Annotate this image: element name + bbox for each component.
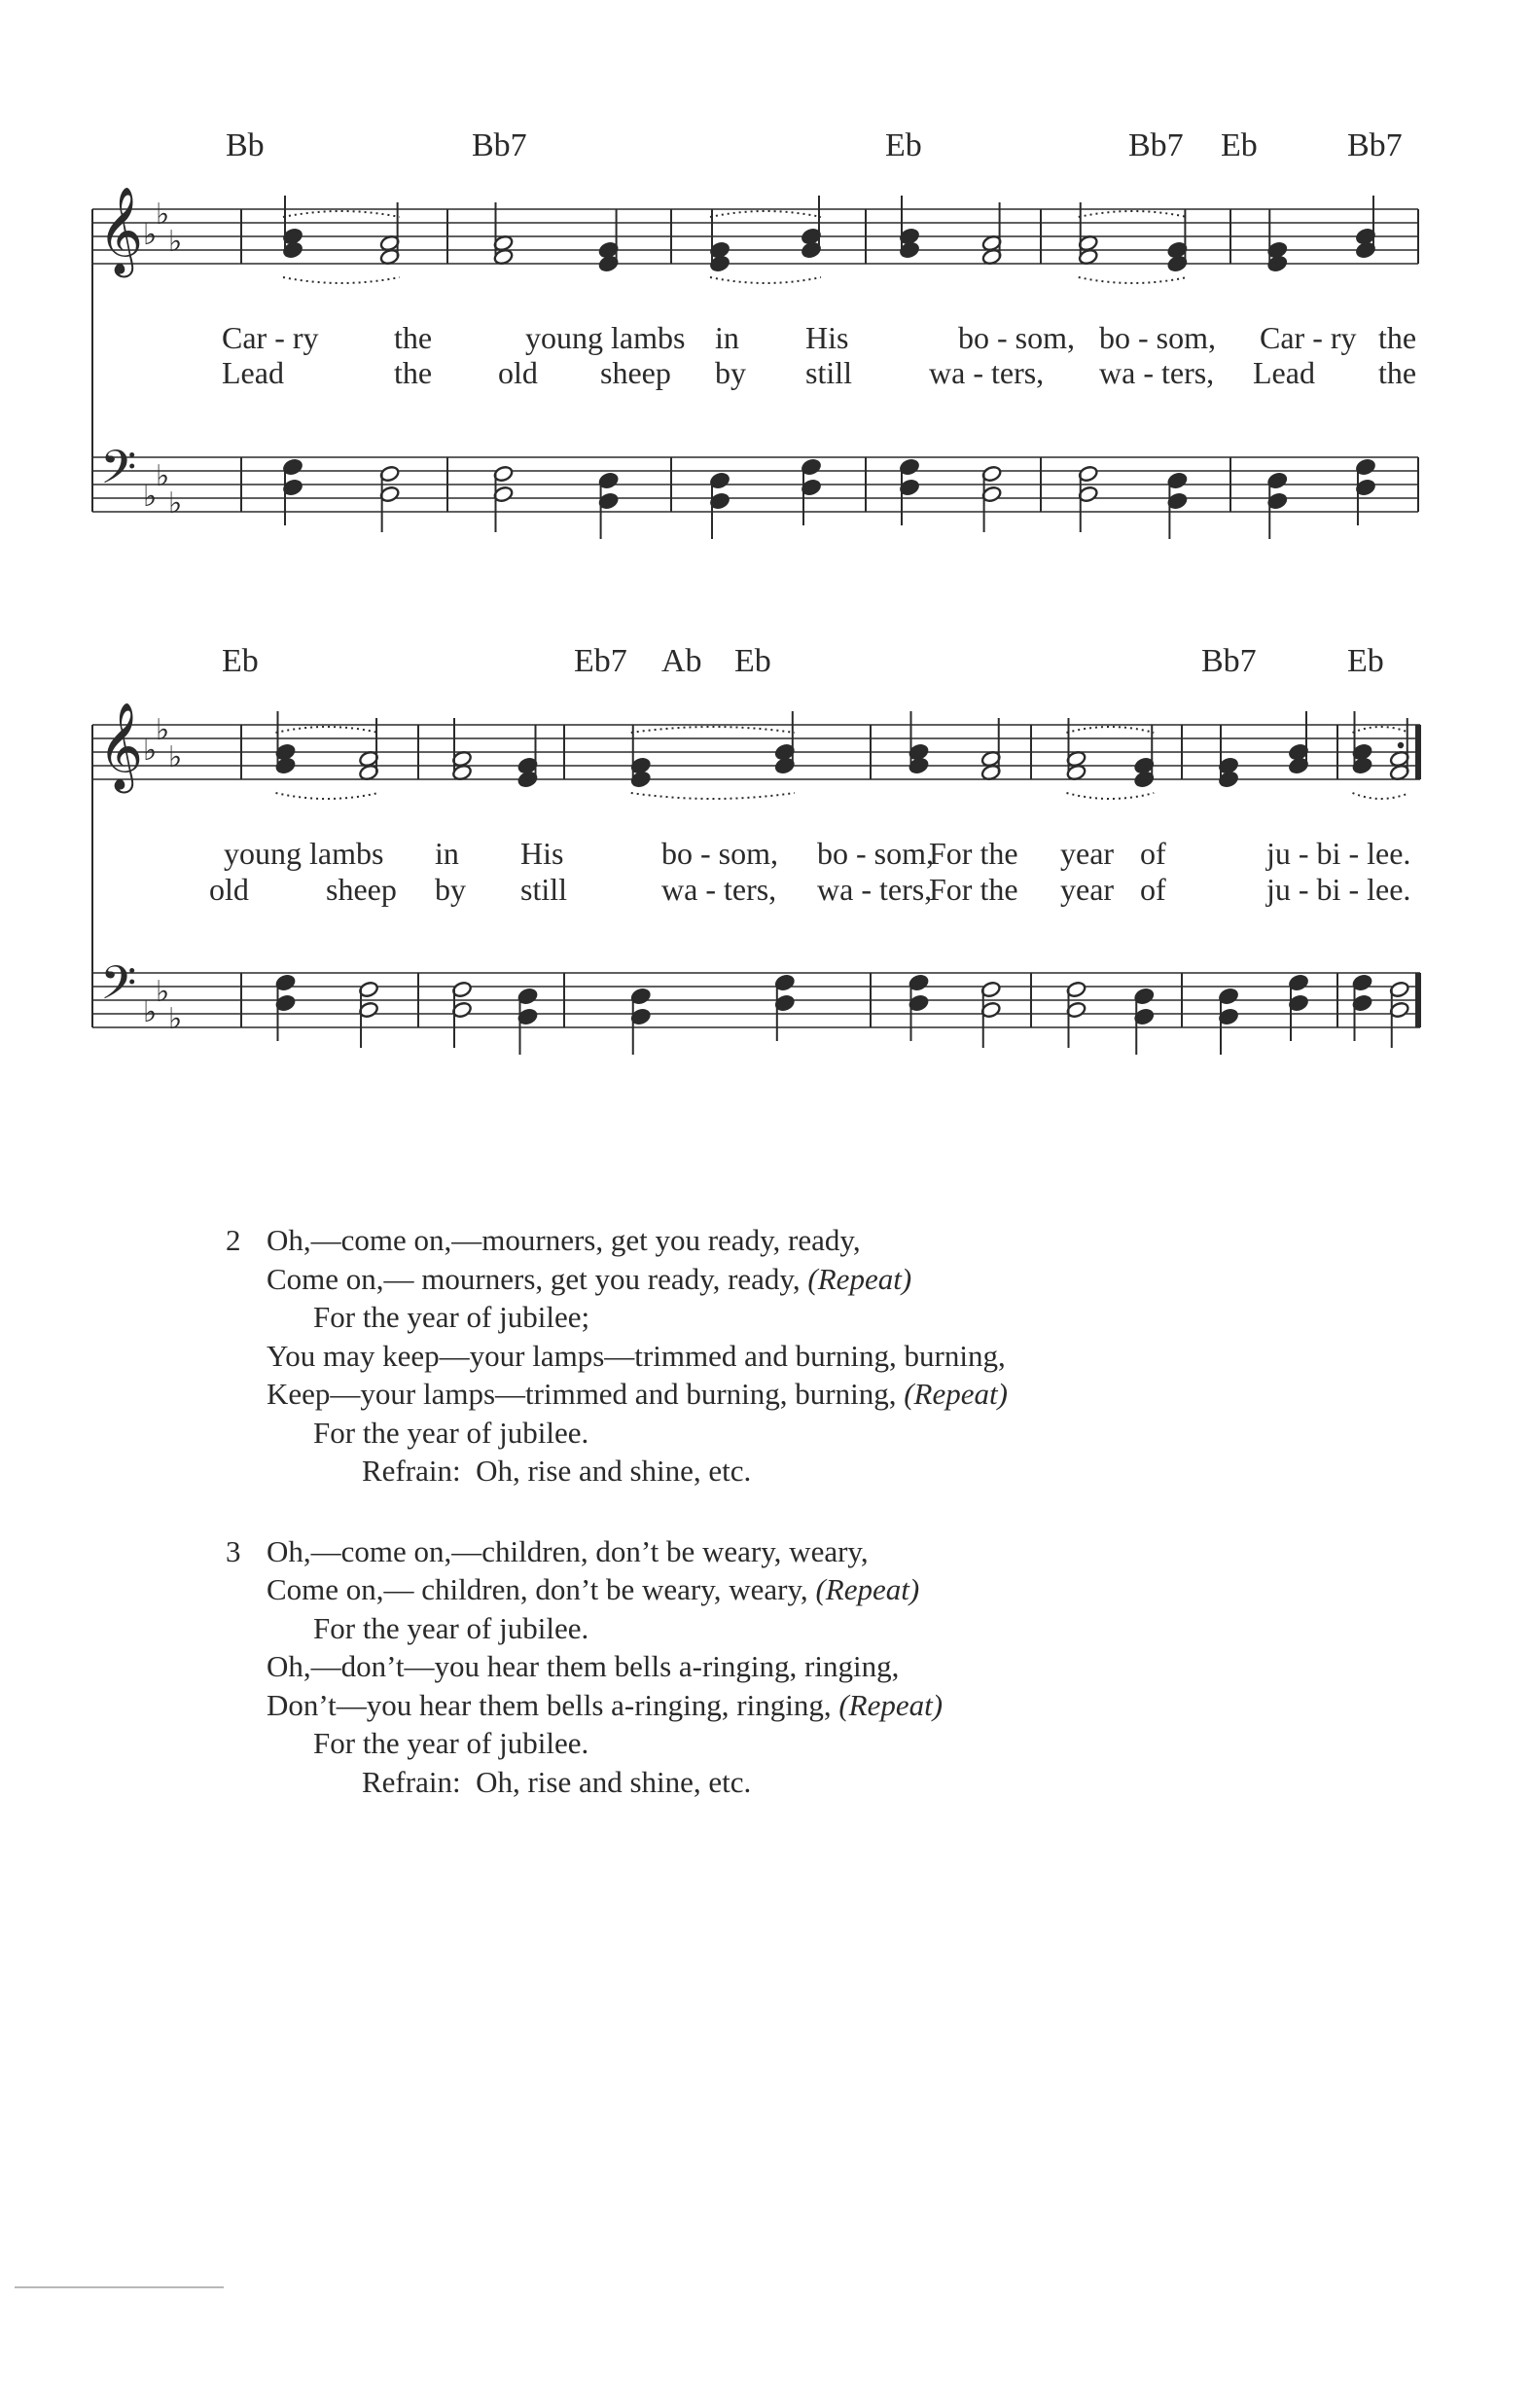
tie-dotted (631, 727, 795, 733)
tie-dotted (1079, 211, 1188, 217)
page-rule (15, 2286, 224, 2288)
chord-symbol: Bb7 (1201, 643, 1257, 679)
lyric-syllable: year (1060, 872, 1115, 907)
repeat-dot (1398, 742, 1404, 748)
verse-text: Don’t—you hear them bells a-ringing, ringing, (267, 1687, 839, 1722)
lyric-syllable: ju - bi - lee. (1266, 872, 1411, 907)
verse-text: You may keep—your lamps—trimmed and burning, burning, (267, 1338, 1006, 1373)
verse-line (226, 1298, 1344, 1337)
chord-symbol: Eb (885, 127, 922, 163)
final-barline (1415, 973, 1421, 1027)
verse-text: Refrain: Oh, rise and shine, etc. (362, 1454, 752, 1488)
chord-symbol: Eb7 (574, 643, 627, 679)
stanza-2 (226, 1221, 1344, 1491)
repeat-marker: (Repeat) (838, 1687, 944, 1722)
verse-line (226, 1414, 1344, 1453)
tie-dotted (1067, 793, 1155, 799)
lyric-syllable: the (394, 320, 433, 355)
tie-dotted (1079, 277, 1188, 283)
verse-number: 3 (226, 1533, 241, 1568)
flat-icon: ♭ (143, 218, 158, 252)
lyric-syllable: Car - ry (1260, 320, 1357, 355)
verse-line (226, 1337, 1344, 1376)
verse-text: Come on,— children, don’t be weary, weary, (267, 1572, 816, 1606)
chord-symbol: Eb (1221, 127, 1258, 163)
lyric-syllable: still (805, 355, 853, 390)
verse-line (226, 1532, 1344, 1571)
flat-icon: ♭ (156, 975, 170, 1009)
verse-text: Keep—your lamps—trimmed and burning, burning, (267, 1377, 905, 1411)
lyric-syllable: of (1140, 836, 1166, 871)
lyric-syllable: by (715, 355, 746, 390)
lyric-syllable: the (394, 355, 433, 390)
tie-dotted (710, 211, 821, 217)
chord-symbol: Bb7 (1347, 127, 1403, 163)
tie-dotted (276, 727, 379, 733)
verse-text: For the year of jubilee. (313, 1610, 589, 1645)
chord-symbol: Bb7 (472, 127, 527, 163)
lyric-syllable: wa - ters, (817, 872, 933, 907)
lyric-syllable: the (1378, 320, 1417, 355)
lyric-syllable: in (715, 320, 739, 355)
chord-symbol: Eb (1347, 643, 1384, 679)
lyric-syllable: in (435, 836, 459, 871)
bass-clef-icon: 𝄢 (100, 955, 137, 1022)
lyric-syllable: old (498, 355, 538, 390)
verse-text: Refrain: Oh, rise and shine, etc. (362, 1764, 752, 1799)
verse-text: Oh,—come on,—children, don’t be weary, weary, (267, 1533, 869, 1568)
lyric-syllable: year (1060, 836, 1115, 871)
lyric-syllable: bo - som, (1099, 320, 1216, 355)
chord-symbol: Bb (226, 127, 265, 163)
chord-symbol: Eb (222, 643, 259, 679)
tie-dotted (276, 793, 379, 799)
lyric-syllable: the (1378, 355, 1417, 390)
lyric-syllable: For the (929, 836, 1018, 871)
verse-line (226, 1221, 1344, 1260)
verse-line (226, 1686, 1344, 1725)
lyric-syllable: sheep (600, 355, 671, 390)
treble-clef-icon: 𝄞 (98, 702, 144, 790)
flat-icon: ♭ (168, 740, 183, 774)
tie-dotted (631, 793, 795, 799)
lyric-syllable: young lambs (224, 836, 384, 871)
lyric-syllable: Lead (1253, 355, 1315, 390)
tie-dotted (283, 211, 400, 217)
stanza-3 (226, 1532, 1344, 1802)
verses-section (226, 1221, 1344, 1843)
repeat-marker: (Repeat) (815, 1572, 920, 1606)
lyric-syllable: sheep (326, 872, 397, 907)
bass-clef-icon: 𝄢 (100, 440, 137, 506)
verse-line (226, 1375, 1344, 1414)
lyric-syllable: wa - ters, (661, 872, 777, 907)
music-system-1 (92, 127, 1418, 539)
lyric-syllable: young lambs (525, 320, 686, 355)
lyric-syllable: by (435, 872, 466, 907)
flat-icon: ♭ (168, 1002, 183, 1036)
chord-symbol: Bb7 (1128, 127, 1184, 163)
flat-icon: ♭ (143, 734, 158, 768)
flat-icon: ♭ (143, 995, 158, 1029)
flat-icon: ♭ (156, 459, 170, 493)
lyric-syllable: His (805, 320, 849, 355)
flat-icon: ♭ (143, 480, 158, 514)
lyric-syllable: bo - som, (661, 836, 778, 871)
flat-icon: ♭ (156, 713, 170, 747)
verse-line (226, 1570, 1344, 1609)
verse-line (226, 1609, 1344, 1648)
verse-text: Come on,— mourners, get you ready, ready, (267, 1261, 808, 1296)
repeat-marker: (Repeat) (807, 1261, 912, 1296)
verse-line (226, 1724, 1344, 1763)
lyric-syllable: bo - som, (958, 320, 1075, 355)
tie-dotted (1353, 793, 1409, 799)
tie-dotted (1353, 727, 1409, 733)
chord-symbol: Eb (734, 643, 771, 679)
lyric-syllable: of (1140, 872, 1166, 907)
verse-line (226, 1260, 1344, 1299)
lyric-syllable: For the (929, 872, 1018, 907)
lyric-syllable: bo - som, (817, 836, 934, 871)
verse-text: For the year of jubilee. (313, 1726, 589, 1760)
lyric-syllable: wa - ters, (929, 355, 1045, 390)
sheet-music (0, 0, 1532, 1119)
lyric-syllable: His (520, 836, 564, 871)
flat-icon: ♭ (168, 225, 183, 259)
refrain-line (226, 1452, 1344, 1491)
verse-line (226, 1647, 1344, 1686)
tie-dotted (710, 277, 821, 283)
lyric-syllable: Lead (222, 355, 284, 390)
flat-icon: ♭ (156, 198, 170, 232)
final-barline (1415, 725, 1421, 779)
repeat-marker: (Repeat) (904, 1377, 1008, 1411)
lyric-syllable: ju - bi - lee. (1266, 836, 1411, 871)
lyric-syllable: Car - ry (222, 320, 319, 355)
tie-dotted (283, 277, 400, 283)
treble-clef-icon: 𝄞 (98, 187, 144, 274)
music-system-2 (92, 643, 1421, 1055)
verse-text: For the year of jubilee. (313, 1415, 589, 1450)
verse-text: Oh,—don’t—you hear them bells a-ringing, ringing, (267, 1649, 900, 1683)
refrain-line (226, 1763, 1344, 1802)
lyric-syllable: old (209, 872, 249, 907)
verse-text: For the year of jubilee; (313, 1300, 590, 1334)
tie-dotted (1067, 727, 1155, 733)
lyric-syllable: still (520, 872, 568, 907)
verse-text: Oh,—come on,—mourners, get you ready, ready, (267, 1223, 861, 1257)
verse-number: 2 (226, 1223, 241, 1257)
chord-symbol: Ab (661, 643, 702, 679)
flat-icon: ♭ (168, 486, 183, 521)
lyric-syllable: wa - ters, (1099, 355, 1215, 390)
